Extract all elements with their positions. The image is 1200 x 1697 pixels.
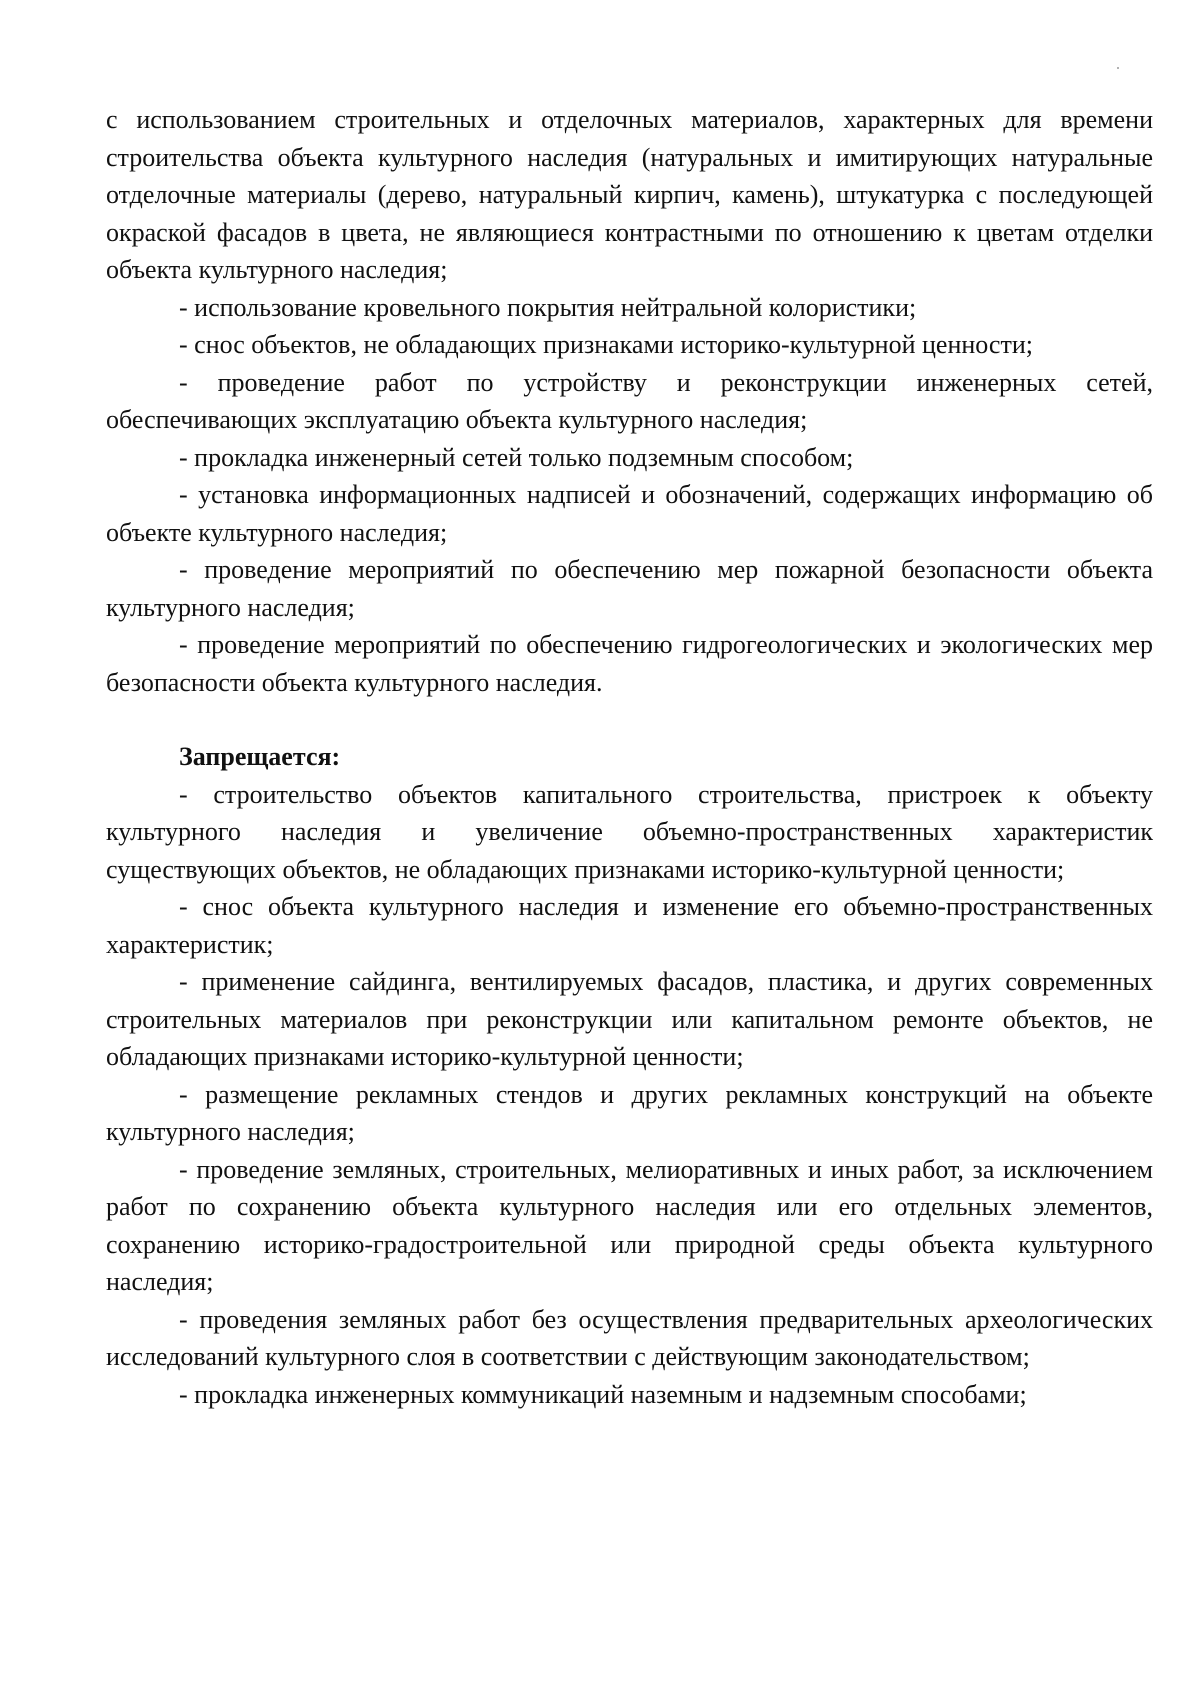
list-item-information-signs: - установка информационных надписей и обозначений, содержащих информацию об объекте культурного наследия; (106, 480, 1153, 547)
prohibited-item-archaeology: - проведения земляных работ без осуществления предварительных археологических исследований культурного слоя в соответствии с действующим законодательством; (106, 1304, 1153, 1371)
paragraph-intro: с использованием строительных и отделочных материалов, характерных для времени строительства объекта культурного наследия (натуральных и имитирующих натуральные отделочные материалы (дерево, натуральный кирпич, камень), штукатурка с последующей окраской фасадов в цвета, не являющиеся контрастными по отношению к цветам отделки объекта культурного наследия; (106, 105, 1153, 284)
prohibited-item-construction: - строительство объектов капитального строительства, пристроек к объекту культурного наследия и увеличение объемно-пространственных характеристик существующих объектов, не обладающих признаками историко-культурной ценности; (106, 779, 1153, 884)
prohibited-item-earthworks: - проведение земляных, строительных, мелиоративных и иных работ, за исключением работ по сохранению объекта культурного наследия или его отдельных элементов, сохранению историко-градостроительной или природной среды объекта культурного наследия; (106, 1154, 1153, 1296)
prohibited-item-overground-lines: - прокладка инженерных коммуникаций наземным и надземным способами; (179, 1379, 1027, 1409)
list-item-underground-lines: - прокладка инженерный сетей только подземным способом; (179, 442, 854, 472)
scan-speck (1117, 67, 1119, 69)
document-body (106, 101, 1153, 1413)
list-item-demolition: - снос объектов, не обладающих признаками историко-культурной ценности; (179, 330, 1033, 359)
prohibited-item-demolition: - снос объекта культурного наследия и изменение его объемно-пространственных характеристик; (106, 892, 1153, 959)
list-item-fire-safety: - проведение мероприятий по обеспечению мер пожарной безопасности объекта культурного наследия; (106, 555, 1153, 622)
section-heading-prohibited: Запрещается: (179, 742, 341, 771)
list-item-ecological-safety: - проведение мероприятий по обеспечению гидрогеологических и экологических мер безопасности объекта культурного наследия. (106, 630, 1153, 697)
list-item-roofing: - использование кровельного покрытия нейтральной колористики; (179, 292, 917, 322)
list-item-utility-networks: - проведение работ по устройству и реконструкции инженерных сетей, обеспечивающих эксплуатацию объекта культурного наследия; (106, 367, 1153, 434)
prohibited-item-modern-materials: - применение сайдинга, вентилируемых фасадов, пластика, и других современных строительных материалов при реконструкции или капитальном ремонте объектов, не обладающих признаками историко-культурной ценности; (106, 967, 1153, 1071)
prohibited-item-advertising: - размещение рекламных стендов и других рекламных конструкций на объекте культурного наследия; (106, 1079, 1153, 1146)
